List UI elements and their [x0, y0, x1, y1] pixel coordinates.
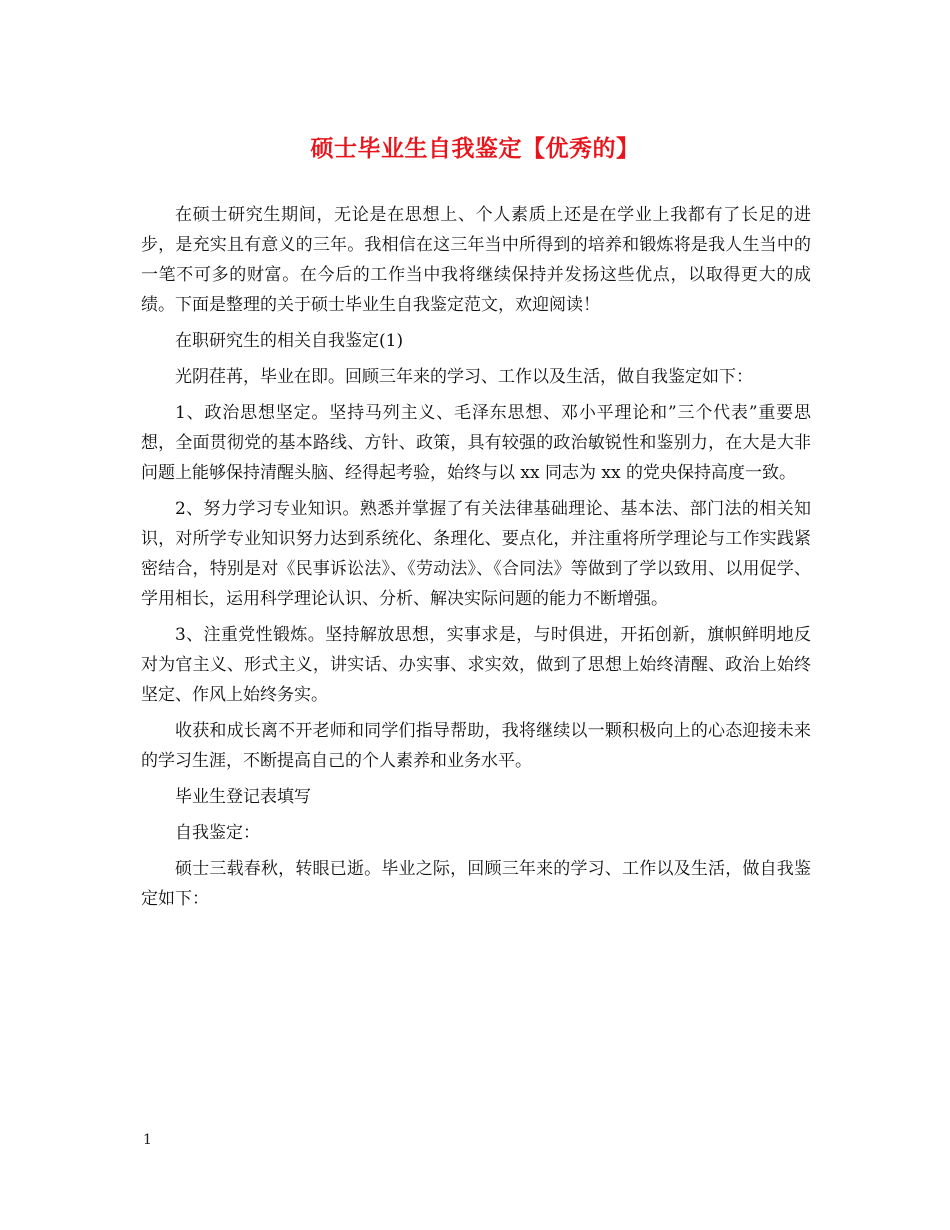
paragraph-heading-2: 毕业生登记表填写	[175, 787, 311, 807]
paragraph-heading-3: 自我鉴定：	[175, 823, 260, 843]
document-title: 硕士毕业生自我鉴定【优秀的】	[310, 135, 640, 162]
page-number: 1	[143, 1132, 152, 1148]
paragraph-final: 硕士三载春秋，转眼已逝。毕业之际，回顾三年来的学习、工作以及生活，做自我鉴定如下：	[141, 859, 811, 909]
paragraph-intro: 在硕士研究生期间，无论是在思想上、个人素质上还是在学业上我都有了长足的进步，是充实且有意义的三年。我相信在这三年当中所得到的培养和锻炼将是我人生当中的一笔不可多的财富。在今后的工作当中我将继续保持并发扬这些优点，以取得更大的成绩。下面是整理的关于硕士毕业生自我鉴定范文，欢迎阅读！	[141, 205, 811, 315]
paragraph-heading-1: 在职研究生的相关自我鉴定(1)	[175, 331, 404, 351]
document-body	[141, 200, 811, 920]
paragraph-item-2: 2、努力学习专业知识。熟悉并掌握了有关法律基础理论、基本法、部门法的相关知识，对所学专业知识努力达到系统化、条理化、要点化，并注重将所学理论与工作实践紧密结合，特别是对《民事诉讼法》、《劳动法》、《合同法》等做到了学以致用、以用促学、学用相长，运用科学理论认识、分析、解决实际问题的能力不断增强。	[141, 499, 811, 609]
paragraph-closing: 收获和成长离不开老师和同学们指导帮助，我将继续以一颗积极向上的心态迎接未来的学习生涯，不断提高自己的个人素养和业务水平。	[141, 721, 811, 771]
paragraph-item-3: 3、注重党性锻炼。坚持解放思想，实事求是，与时俱进，开拓创新，旗帜鲜明地反对为官主义、形式主义，讲实话、办实事、求实效，做到了思想上始终清醒、政治上始终坚定、作风上始终务实。	[141, 625, 811, 705]
paragraph-opening: 光阴荏苒，毕业在即。回顾三年来的学习、工作以及生活，做自我鉴定如下：	[175, 367, 753, 387]
paragraph-item-1: 1、政治思想坚定。坚持马列主义、毛泽东思想、邓小平理论和”三个代表”重要思想，全面贯彻党的基本路线、方针、政策，具有较强的政治敏锐性和鉴别力，在大是大非问题上能够保持清醒头脑、经得起考验，始终与以 xx 同志为 xx 的党央保持高度一致。	[141, 403, 811, 483]
